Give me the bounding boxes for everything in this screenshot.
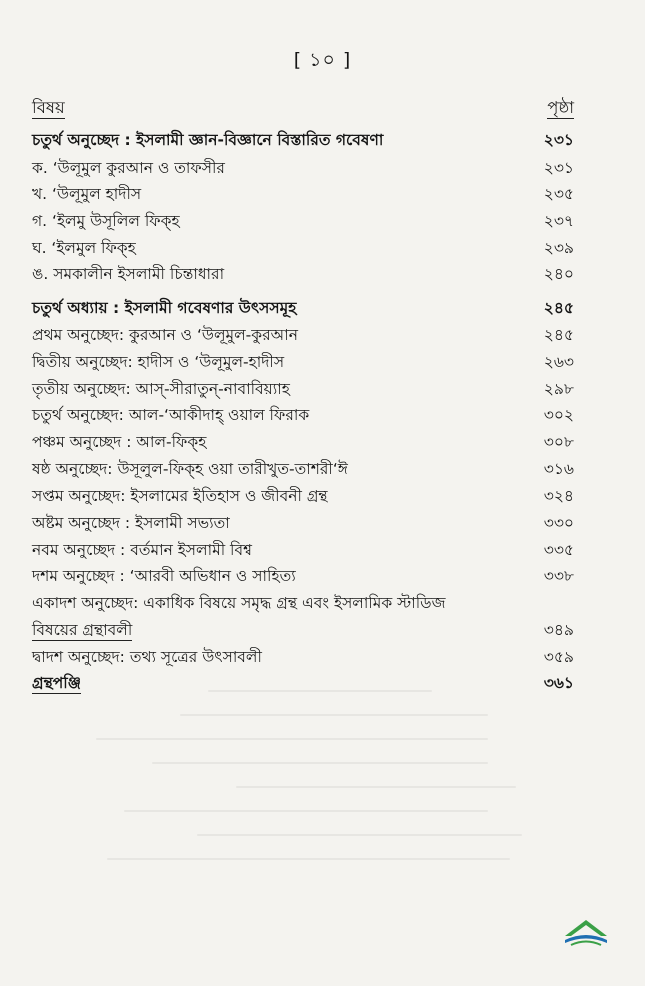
entry-title: ঙ. সমকালীন ইসলামী চিন্তাধারা <box>32 265 225 283</box>
entry-title: দ্বিতীয় অনুচ্ছেদ: হাদীস ও ‘উলূমুল-হাদীস <box>32 353 285 371</box>
entry-title: দশম অনুচ্ছেদ : ‘আরবী অভিধান ও সাহিত্য <box>32 567 296 585</box>
toc-entry <box>32 564 574 590</box>
toc-entry <box>32 645 574 671</box>
entry-page: ২৩৫ <box>543 185 574 203</box>
toc-entry <box>32 538 574 564</box>
toc-entry <box>32 182 574 208</box>
entry-title: অষ্টম অনুচ্ছেদ : ইসলামী সভ্যতা <box>32 514 230 532</box>
page-number: [ ১০ ] <box>293 49 352 71</box>
entry-page: ৩০৮ <box>543 433 574 451</box>
bleed-through-area <box>40 690 600 930</box>
entry-title: চতুর্থ অনুচ্ছেদ: আল-‘আকীদাহ্‌ ওয়াল ফিরাক <box>32 406 310 424</box>
entry-title: দ্বাদশ অনুচ্ছেদ: তথ্য সূত্রের উৎসাবলী <box>32 648 262 666</box>
entry-title: ঘ. ‘ইলমুল ফিক্‌হ <box>32 239 136 257</box>
entry-title: একাদশ অনুচ্ছেদ: একাধিক বিষয়ে সমৃদ্ধ গ্রন্থ এবং ইসলামিক স্টাডিজ <box>32 594 446 612</box>
toc-entry <box>32 296 574 322</box>
entry-page: ৩৩৮ <box>543 567 574 585</box>
toc-entry <box>32 350 574 376</box>
toc-header <box>32 98 574 119</box>
toc-entry <box>32 128 574 154</box>
entry-page: ২৩৭ <box>543 212 574 230</box>
entry-page: ২৩১ <box>543 131 574 149</box>
toc-entry <box>32 209 574 235</box>
entry-title: পঞ্চম অনুচ্ছেদ : আল-ফিক্‌হ <box>32 433 207 451</box>
entry-page: ৩০২ <box>543 406 574 424</box>
toc-entry <box>32 156 574 182</box>
toc-entry <box>32 457 574 483</box>
toc-entry <box>32 262 574 288</box>
toc-entry <box>32 323 574 349</box>
entry-page: ৩১৬ <box>543 460 574 478</box>
entry-page: ৩২৪ <box>543 487 574 505</box>
subject-heading: বিষয় <box>32 98 65 117</box>
entry-page: ২৪০ <box>543 265 574 283</box>
toc-entry <box>32 377 574 403</box>
entry-title: তৃতীয় অনুচ্ছেদ: আস্‌-সীরাতুন্‌-নাবাবিয়্যাহ <box>32 380 290 398</box>
entry-title: খ. ‘উলূমুল হাদীস <box>32 185 142 203</box>
entry-page: ৩৪৯ <box>543 621 574 639</box>
page-heading: পৃষ্ঠা <box>547 98 574 117</box>
entry-title: বিষয়ের গ্রন্থাবলী <box>32 621 133 639</box>
toc-entry <box>32 511 574 537</box>
entry-page: ২৯৮ <box>543 380 574 398</box>
toc-entry <box>32 591 574 617</box>
entry-title: ষষ্ঠ অনুচ্ছেদ: উসূলুল-ফিক্‌হ ওয়া তারীখুত-তাশরী‘ঈ <box>32 460 348 478</box>
toc-entry <box>32 430 574 456</box>
entry-title: চতুর্থ অনুচ্ছেদ : ইসলামী জ্ঞান-বিজ্ঞানে বিস্তারিত গবেষণা <box>32 131 384 149</box>
entry-title: সপ্তম অনুচ্ছেদ: ইসলামের ইতিহাস ও জীবনী গ্রন্থ <box>32 487 328 505</box>
entry-title: নবম অনুচ্ছেদ : বর্তমান ইসলামী বিশ্ব <box>32 541 252 559</box>
entry-page: ৩৬১ <box>543 674 574 692</box>
entry-page: ৩৫৯ <box>543 648 574 666</box>
toc-entry <box>32 403 574 429</box>
entry-page: ৩৩৫ <box>543 541 574 559</box>
entry-page: ২৪৫ <box>543 326 574 344</box>
entry-page: ২৩১ <box>543 159 574 177</box>
entry-title: ক. ‘উলূমুল কুরআন ও তাফসীর <box>32 159 225 177</box>
entry-page: ২৬৩ <box>543 353 574 371</box>
entry-title: গ্রন্থপঞ্জি <box>32 674 81 692</box>
publisher-logo-icon <box>561 914 611 948</box>
entry-page: ২৪৫ <box>543 299 574 317</box>
toc-entry <box>32 236 574 262</box>
toc-entry <box>32 618 574 644</box>
entry-page: ২৩৯ <box>543 239 574 257</box>
entry-page: ৩৩০ <box>543 514 574 532</box>
entry-title: চতুর্থ অধ্যায় : ইসলামী গবেষণার উৎসসমূহ <box>32 299 297 317</box>
entry-title: প্রথম অনুচ্ছেদ: কুরআন ও ‘উলূমুল-কুরআন <box>32 326 298 344</box>
toc-entry <box>32 484 574 510</box>
entry-title: গ. ‘ইলমু উসূলিল ফিক্‌হ <box>32 212 180 230</box>
